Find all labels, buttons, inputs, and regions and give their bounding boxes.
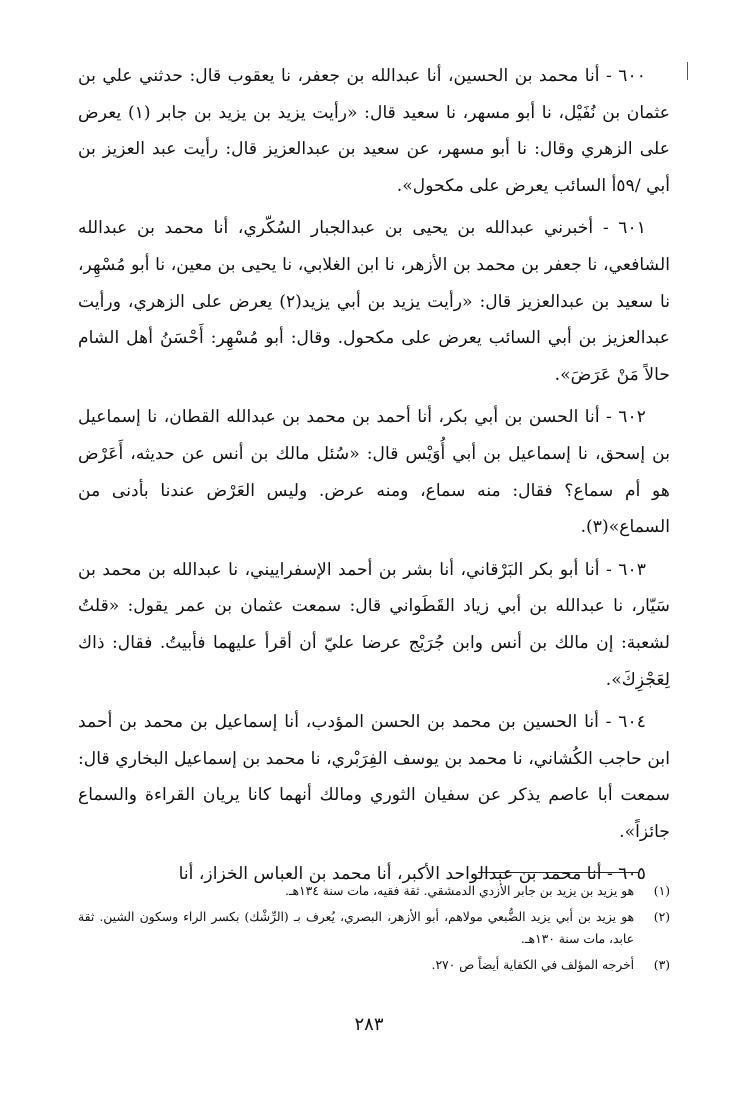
footnote-text: أخرجه المؤلف في الكفاية أيضاً ص ٢٧٠.: [431, 958, 634, 972]
footnote-number: (٢): [653, 910, 670, 924]
paragraph-600: ٦٠٠ - أنا محمد بن الحسين، أنا عبدالله بن جعفر، نا يعقوب قال: حدثني علي بن عثمان بن نُفَيْل، نا أبو مسهر، نا سعيد قال: «رأيت يزيد بن يزيد بن جابر (١) يعرض على الزهري وقال: نا أبو مسهر، عن سعيد بن عبدالعزيز قال: رأيت عبد العزيز بن أبي /٥٩أ السائب يعرض على مكحول».: [78, 66, 670, 196]
footnote-1: [78, 880, 670, 902]
paragraph-604: ٦٠٤ - أنا الحسين بن محمد بن الحسن المؤدب، أنا إسماعيل بن محمد بن أحمد ابن حاجب الكُشاني، نا محمد بن يوسف الفِرَبْري، نا محمد بن إسماعيل البخاري قال: سمعت أبا عاصم يذكر عن سفيان الثوري ومالك أنهما كانا يريان القراءة والسماع جائزاً».: [78, 712, 670, 842]
footnote-3: [78, 954, 670, 976]
paragraph-603: ٦٠٣ - أنا أبو بكر البَرْقاني، أنا بشر بن أحمد الإسفراييني، نا عبدالله بن محمد بن سَيّار، نا عبدالله بن أبي زياد القَطَواني قال: سمعت عثمان بن عمر يقول: «قلتُ لشعبة: إن مالك بن أنس وابن جُرَيْج عرضا عليّ أن أقرأ عليهما فأبيتُ. فقال: ذاك لِعَجْزِكَ».: [78, 559, 670, 690]
paragraph-602: ٦٠٢ - أنا الحسن بن أبي بكر، أنا أحمد بن محمد بن عبدالله القطان، نا إسماعيل بن إسحق، نا إسماعيل بن أبي أُوَيْس قال: «سُئل مالك بن أنس عن حديثه، أَعَرْض هو أم سماع؟ فقال: منه سماع، ومنه عرض. وليس العَرْض عندنا بأدنى من السماع»(٣).: [78, 407, 670, 538]
footnotes: [78, 880, 670, 980]
footnote-text: هو يزيد بن أبي يزيد الضُّبعي مولاهم، أبو الأزهر، البصري، يُعرف بـ (الرِّشْك) بكسر الراء وسكون الشين. ثقة عابد، مات سنة ١٣٠هـ.: [78, 910, 634, 946]
paragraph-605: ٦٠٥ - أنا محمد بن عبدالواحد الأكبر، أنا محمد بن العباس الخزاز، أنا: [178, 864, 646, 885]
margin-mark: [687, 62, 688, 80]
paragraph-601: ٦٠١ - أخبرني عبدالله بن يحيى بن عبدالجبار السُكّري، أنا محمد بن عبدالله الشافعي، نا جعفر بن محمد بن الأزهر، نا ابن الغلابي، نا يحيى بن معين، نا أبو مُسْهِر، نا سعيد بن عبدالعزيز قال: «رأيت يزيد بن أبي يزيد(٢) يعرض على الزهري، ورأيت عبدالعزيز بن أبي السائب يعرض على مكحول. وقال: أبو مُسْهِر: أَحْسَنُ أهل الشام حالاً مَنْ عَرَضَ».: [78, 218, 671, 385]
footnote-2: [78, 906, 670, 950]
main-text: [78, 58, 670, 893]
footnote-text: هو يزيد بن يزيد بن جابر الأزدي الدمشقي. ثقة فقيه، مات سنة ١٣٤هـ.: [284, 884, 634, 898]
page-number: ٢٨٣: [354, 1014, 384, 1035]
footnote-number: (٣): [653, 958, 670, 972]
footnote-separator: [478, 872, 638, 873]
footnote-number: (١): [653, 884, 670, 898]
